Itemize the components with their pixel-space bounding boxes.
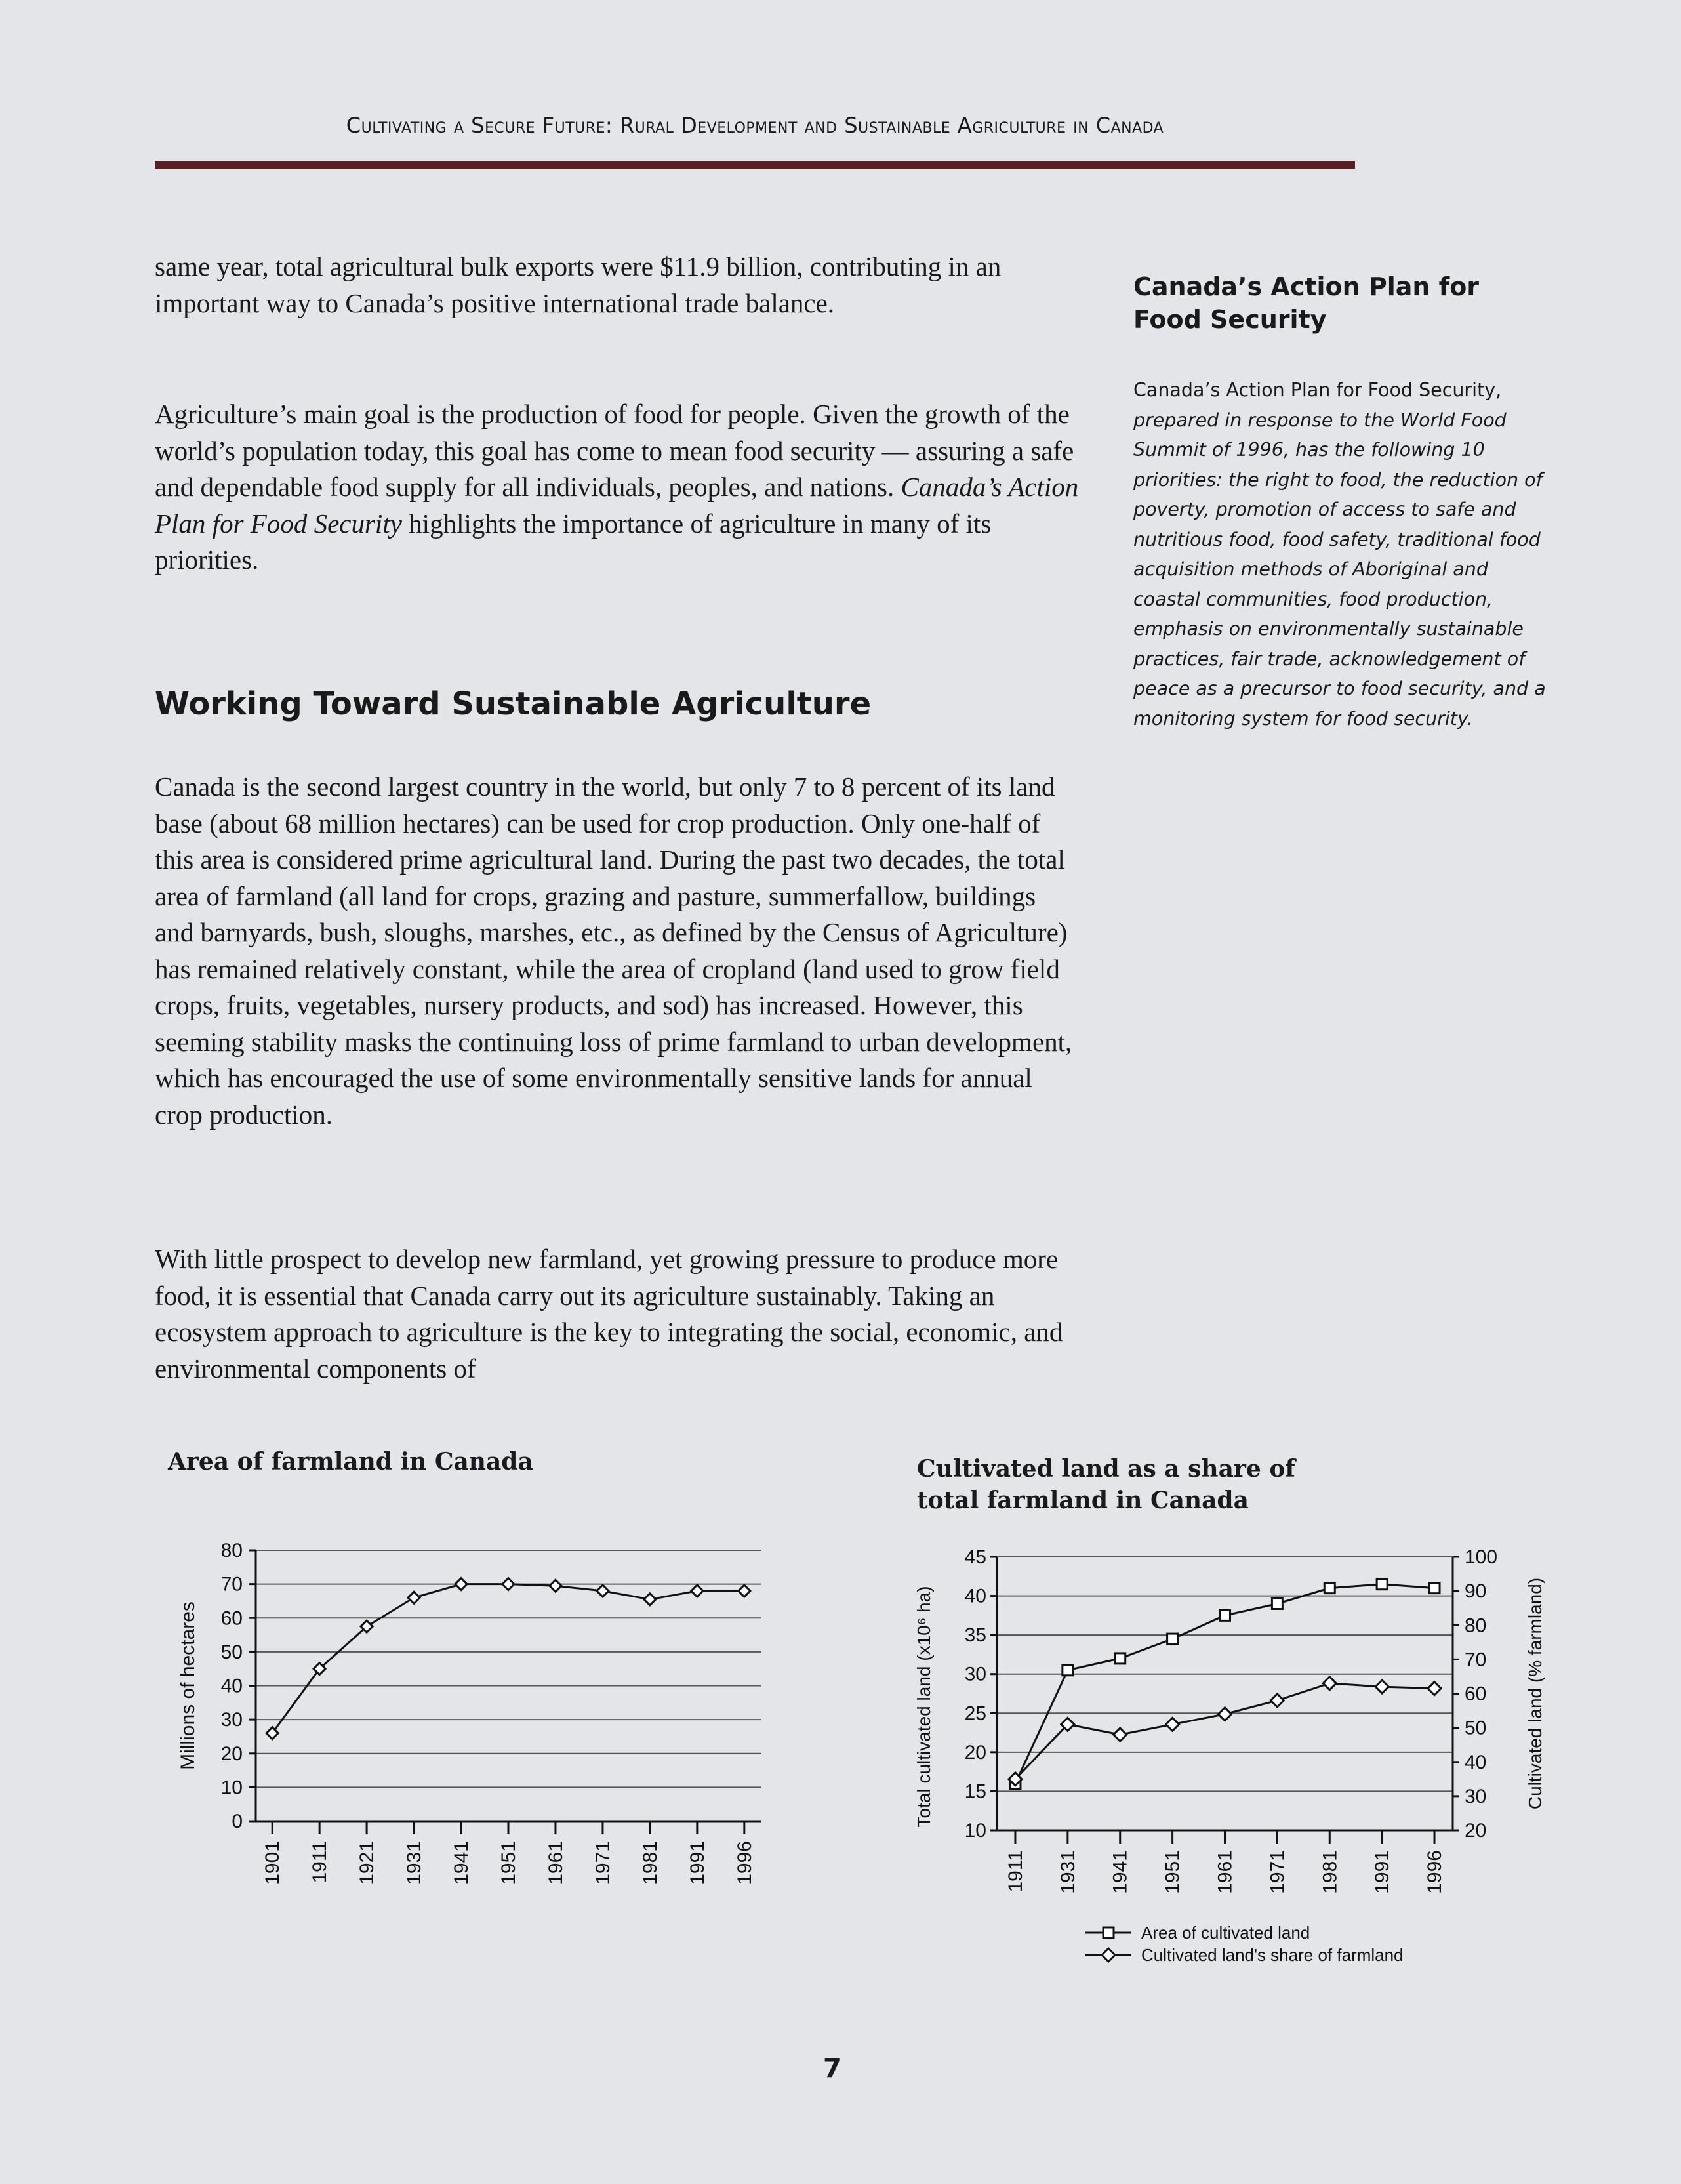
chart1-xtick-label: 1911 [309,1841,331,1884]
chart1-xtick-label: 1981 [639,1841,661,1885]
chart2-cultivated-area-point [1272,1598,1282,1609]
chart2-cultivated-area-point [1167,1634,1178,1644]
sidebar-body: prepared in response to the World Food Summit of 1996, has the following 10 priorities: the right to food, the reduction of poverty, promotion of access to safe and nutritious food, food safety, traditional food acquisition methods of Aboriginal and coastal communities, food production, emphasis on environmentally sustainable practices, fair trade, acknowledgement of peace as a precursor to food security, and a monitoring system for food security. [1133,409,1546,730]
chart1-point [502,1578,514,1590]
chart2-ytick-label: 25 [964,1702,986,1725]
legend-marker-diamond [1102,1948,1115,1962]
chart2-xtick-label: 1911 [1004,1850,1026,1893]
chart1-ytick-label: 60 [220,1607,243,1630]
chart2-title: Cultivated land as a share of total farmland in Canada [917,1455,1295,1514]
chart1-title: Area of farmland in Canada [168,1448,533,1475]
chart2-cultivated-area-point [1115,1653,1125,1664]
chart1-ytick-label: 50 [220,1641,243,1663]
chart2-cultivated-area-point [1220,1610,1230,1620]
chart2-xtick-label: 1931 [1057,1850,1079,1894]
chart1-ytick-label: 30 [220,1709,243,1731]
chart1-xtick-label: 1941 [451,1841,473,1885]
chart2-xtick-label: 1991 [1371,1850,1394,1894]
chart1-xtick-label: 1961 [544,1841,567,1885]
chart1-xtick-label: 1996 [733,1841,756,1885]
paragraph-exports: same year, total agricultural bulk exports were $11.9 billion, contributing in an important way to Canada’s positive international trade balance. [155,251,1002,318]
chart1-xtick-label: 1901 [262,1841,284,1885]
chart1-series-line [272,1584,744,1733]
chart1-point [644,1594,656,1605]
chart1-point [739,1585,750,1597]
chart2-ytick-label: 20 [964,1741,986,1763]
chart2-share-point [1219,1708,1232,1721]
chart1-ytick-label: 20 [220,1742,243,1765]
chart2-y2tick-label: 20 [1465,1820,1487,1842]
chart2-share-point [1428,1682,1441,1695]
chart1-point [597,1585,609,1597]
chart2-xtick-label: 1961 [1214,1850,1236,1894]
chart2-share-point [1166,1718,1179,1731]
sidebar-lead: Canada’s Action Plan for Food Security, [1133,379,1502,401]
chart1-xtick-label: 1971 [592,1841,614,1885]
paragraph-land-base: Canada is the second largest country in the world, but only 7 to 8 percent of its land base (about 68 million hectares) can be used for crop production. Only one-half of this area is considered prime agricultural land. During the past two decades, the total area of farmland (all land for crops, grazing and pasture, summerfallow, buildings and barnyards, bush, sloughs, marshes, etc., as defined by the Census of Agriculture) has remained relatively constant, while the area of cropland (land used to grow field crops, fruits, vegetables, nursery products, and sod) has increased. However, this seeming stability masks the continuing loss of prime farmland to urban development, which has encouraged the use of some environmentally sensitive lands for annual crop production. [155,772,1072,1130]
chart2-ylabel: Total cultivated land (x10⁶ ha) [914,1586,934,1828]
chart2-xtick-label: 1951 [1162,1850,1184,1894]
chart2-cultivated-area-point [1324,1583,1335,1594]
chart1-point [550,1580,561,1592]
chart2-xtick-label: 1971 [1266,1850,1289,1894]
paragraph-text: highlights the importance of agriculture in many of its priorities. [155,508,992,575]
chart1-ytick-label: 10 [220,1777,243,1799]
chart2-share-line [1015,1683,1434,1779]
chart2-y2label: Cultivated land (% farmland) [1525,1577,1545,1810]
chart2-ytick-label: 35 [964,1624,986,1647]
chart2-ytick-label: 40 [964,1585,986,1607]
sidebar-title: Canada’s Action Plan for Food Security [1133,272,1480,334]
chart2-ytick-label: 30 [964,1663,986,1685]
paragraph-text: Agriculture’s main goal is the production of food for people. Given the growth of the world’s population today, this goal has come to mean food security — assuring a safe and dependable food supply for all individuals, peoples, and nations. [155,399,1074,502]
chart2-y2tick-label: 100 [1465,1546,1498,1568]
chart2-ytick-label: 15 [964,1781,986,1803]
chart2-y2tick-label: 80 [1465,1615,1487,1637]
plan-title-italic: Canada’s Action Plan for Food Security [155,472,1079,539]
chart1-ytick-label: 40 [220,1675,243,1697]
chart2-ytick-label: 45 [964,1546,986,1568]
chart1-ytick-label: 70 [220,1573,243,1596]
chart1-ytick-label: 0 [232,1811,243,1832]
chart2-xtick-label: 1996 [1424,1850,1446,1894]
section-heading: Working Toward Sustainable Agriculture [155,686,872,722]
chart1-xtick-label: 1951 [498,1841,519,1885]
chart2-cultivated-area-point [1063,1665,1073,1676]
chart1-point [408,1592,420,1603]
chart2-share-point [1114,1728,1127,1741]
running-header: Cultivating a Secure Future: Rural Development and Sustainable Agriculture in Canada [346,113,1164,138]
chart2-y2tick-label: 40 [1465,1751,1487,1773]
legend-label-share: Cultivated land's share of farmland [1141,1945,1404,1965]
chart2-xtick-label: 1981 [1319,1850,1341,1894]
chart2-y2tick-label: 30 [1465,1785,1487,1807]
chart2-xtick-label: 1941 [1109,1850,1131,1894]
chart1-ylabel: Millions of hectares [177,1601,199,1770]
chart2-share-point [1323,1677,1336,1690]
chart2-share-point [1270,1694,1284,1707]
chart2-y2tick-label: 90 [1465,1580,1487,1603]
chart1-point [455,1578,467,1590]
chart2-y2tick-label: 70 [1465,1649,1487,1671]
chart2-cultivated-area-point [1377,1579,1387,1590]
chart2-y2tick-label: 60 [1465,1683,1487,1705]
legend-label-area: Area of cultivated land [1141,1923,1310,1943]
chart1-ytick-label: 80 [220,1540,243,1561]
chart2-y2tick-label: 50 [1465,1717,1487,1739]
chart1-xtick-label: 1921 [356,1841,378,1885]
page-number: 7 [823,2053,841,2084]
paragraph-sustainability: With little prospect to develop new farmland, yet growing pressure to produce more food, it is essential that Canada carry out its agriculture sustainably. Taking an ecosystem approach to agriculture is the key to integrating the social, economic, and environmental components of [155,1244,1063,1384]
chart1-xtick-label: 1931 [403,1841,426,1885]
chart2-ytick-label: 10 [964,1820,986,1842]
chart2-cultivated-area-point [1429,1583,1440,1594]
chart1-point [691,1585,703,1597]
chart1-xtick-label: 1991 [686,1841,708,1885]
chart2-share-point [1375,1680,1388,1693]
legend-marker-square [1103,1927,1114,1938]
